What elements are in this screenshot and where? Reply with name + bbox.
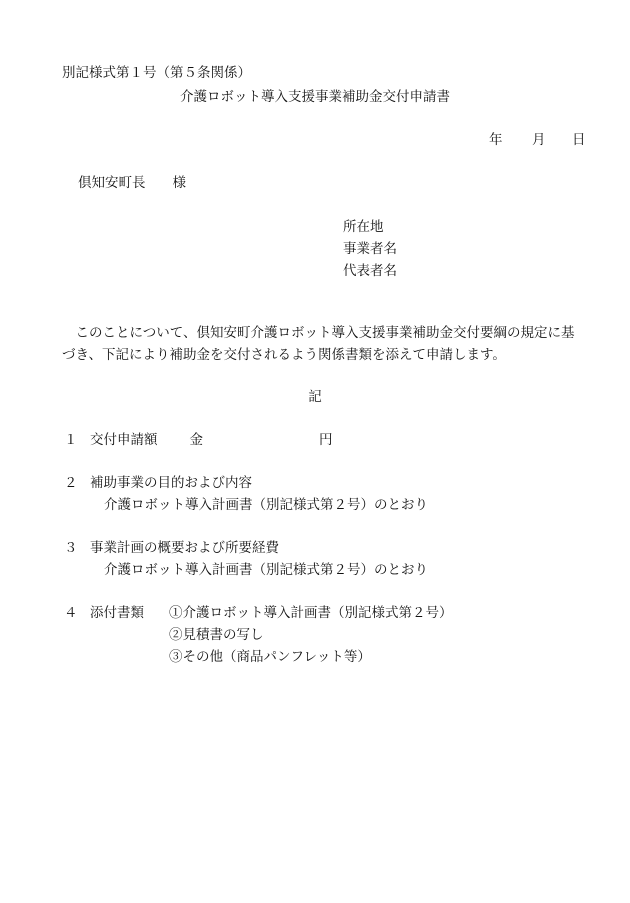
attachment-item: ③その他（商品パンフレット等） — [169, 649, 371, 665]
item-4-label: 添付書類 — [90, 605, 144, 621]
item-4 — [64, 604, 144, 622]
amount-prefix: 金 — [189, 432, 203, 448]
addressee: 倶知安町長 様 — [78, 175, 186, 191]
applicant-address-label: 所在地 — [343, 219, 384, 235]
item-1 — [64, 431, 333, 449]
date-year: 年 — [489, 132, 503, 148]
applicant-representative-label: 代表者名 — [343, 263, 397, 279]
ki-marker: 記 — [308, 389, 322, 405]
applicant-business-name-label: 事業者名 — [343, 241, 397, 257]
document-title: 介護ロボット導入支援事業補助金交付申請書 — [180, 89, 450, 105]
body-paragraph — [62, 322, 582, 366]
item-2-number: ２ — [64, 475, 78, 491]
item-2-detail: 介護ロボット導入計画書（別記様式第２号）のとおり — [104, 497, 428, 513]
item-3-detail: 介護ロボット導入計画書（別記様式第２号）のとおり — [104, 562, 428, 578]
item-3-label: 事業計画の概要および所要経費 — [90, 540, 279, 556]
item-1-label: 交付申請額 — [90, 432, 158, 448]
attachment-item: ①介護ロボット導入計画書（別記様式第２号） — [169, 605, 453, 621]
form-id: 別記様式第１号（第５条関係） — [62, 65, 251, 81]
date-day: 日 — [572, 132, 586, 148]
date-month: 月 — [532, 132, 546, 148]
item-2 — [64, 474, 252, 492]
item-4-number: ４ — [64, 605, 78, 621]
item-1-number: １ — [64, 432, 78, 448]
item-3 — [64, 539, 279, 557]
item-2-label: 補助事業の目的および内容 — [90, 475, 252, 491]
amount-unit: 円 — [319, 432, 333, 448]
body-text: このことについて、倶知安町介護ロボット導入支援事業補助金交付要綱の規定に基づき、下記により補助金を交付されるよう関係書類を添えて申請します。 — [62, 325, 575, 363]
item-3-number: ３ — [64, 540, 78, 556]
applicant-block — [343, 216, 397, 282]
attachment-item: ②見積書の写し — [169, 627, 264, 643]
